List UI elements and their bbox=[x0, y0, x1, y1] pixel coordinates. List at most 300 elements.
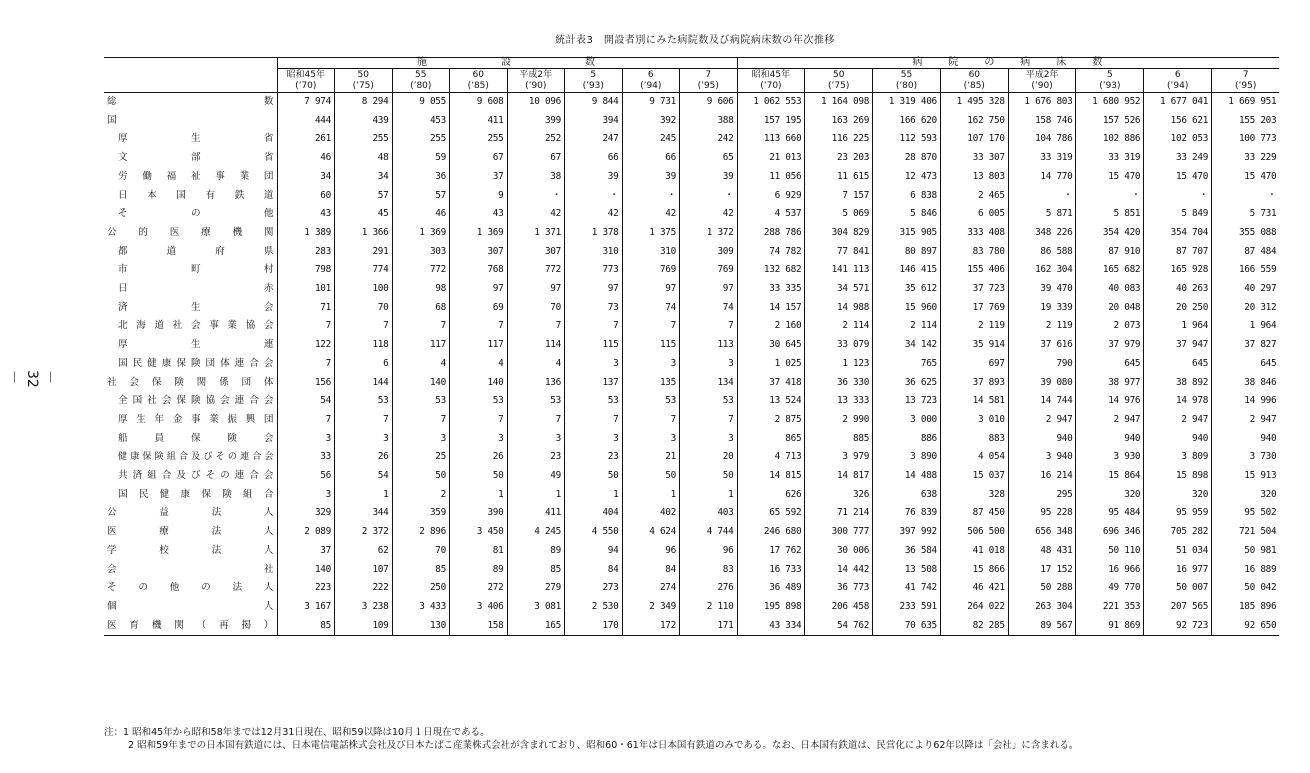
table-cell: 36 489 bbox=[737, 579, 805, 598]
table-cell: 20 048 bbox=[1076, 299, 1144, 318]
row-label: 国民健康保険団体連合会 bbox=[118, 357, 274, 369]
table-cell: 1 bbox=[680, 486, 738, 505]
table-cell: 50 042 bbox=[1212, 579, 1280, 598]
table-cell: 1 123 bbox=[805, 355, 873, 374]
table-cell: 252 bbox=[507, 130, 565, 149]
table-row bbox=[104, 243, 1279, 262]
table-cell: 7 bbox=[622, 317, 680, 336]
table-cell: 34 bbox=[335, 168, 393, 187]
table-cell: 288 786 bbox=[737, 224, 805, 243]
table-cell: 113 bbox=[680, 336, 738, 355]
table-row bbox=[104, 374, 1279, 393]
table-cell: 15 470 bbox=[1212, 168, 1280, 187]
footnote-2: 2 昭和59年までの日本国有鉄道には、日本電信電話株式会社及び日本たばこ産業株式会社が含まれており、昭和60・61年は日本国有鉄道のみである。なお、日本国有鉄道は、民営化により62年以降は「会社」に含まれる。 bbox=[128, 740, 1079, 751]
table-cell: 291 bbox=[335, 243, 393, 262]
table-cell: 1 bbox=[622, 486, 680, 505]
table-cell: 3 bbox=[392, 430, 450, 449]
table-row bbox=[104, 392, 1279, 411]
table-cell: 117 bbox=[450, 336, 508, 355]
table-cell: 315 905 bbox=[873, 224, 941, 243]
table-cell: 7 bbox=[277, 317, 335, 336]
table-cell: 40 083 bbox=[1076, 280, 1144, 299]
table-cell: 7 bbox=[277, 411, 335, 430]
table-cell: 1 964 bbox=[1144, 317, 1212, 336]
row-label: 国 bbox=[107, 114, 117, 126]
row-label: 日 赤 bbox=[118, 283, 274, 295]
table-cell: 50 bbox=[565, 467, 623, 486]
table-cell: 16 214 bbox=[1008, 467, 1076, 486]
table-cell: 89 567 bbox=[1008, 617, 1076, 636]
table-cell: 276 bbox=[680, 579, 738, 598]
table-cell: 272 bbox=[450, 579, 508, 598]
table-cell: 721 504 bbox=[1212, 523, 1280, 542]
table-cell: 23 bbox=[565, 448, 623, 467]
table-cell: 107 170 bbox=[940, 130, 1008, 149]
table-cell: 40 297 bbox=[1212, 280, 1280, 299]
table-cell: 7 bbox=[680, 317, 738, 336]
table-cell: 4 713 bbox=[737, 448, 805, 467]
table-cell: 2 114 bbox=[873, 317, 941, 336]
table-cell: 1 062 553 bbox=[737, 93, 805, 112]
table-cell: 53 bbox=[507, 392, 565, 411]
table-cell: 7 157 bbox=[805, 187, 873, 206]
table-cell: 1 bbox=[507, 486, 565, 505]
row-label: 全国社会保険協会連合会 bbox=[118, 395, 274, 407]
row-label: そ の 他 の 法 人 bbox=[107, 582, 274, 594]
table-cell: 33 319 bbox=[1076, 149, 1144, 168]
table-cell: 87 910 bbox=[1076, 243, 1144, 262]
table-cell: 102 053 bbox=[1144, 130, 1212, 149]
year-header bbox=[1076, 69, 1144, 93]
table-cell: 41 018 bbox=[940, 542, 1008, 561]
table-cell: 885 bbox=[805, 430, 873, 449]
table-cell: 13 524 bbox=[737, 392, 805, 411]
year-label: 5 bbox=[1107, 69, 1113, 80]
table-cell: 1 677 041 bbox=[1144, 93, 1212, 112]
table-cell: 114 bbox=[507, 336, 565, 355]
table-cell: 36 773 bbox=[805, 579, 873, 598]
table-cell: 26 bbox=[335, 448, 393, 467]
table-cell: 113 660 bbox=[737, 130, 805, 149]
table-cell: 940 bbox=[1144, 430, 1212, 449]
year-label: 50 bbox=[357, 69, 369, 80]
table-cell: 76 839 bbox=[873, 504, 941, 523]
table-cell: 53 bbox=[392, 392, 450, 411]
table-cell: ・ bbox=[622, 187, 680, 206]
year-header bbox=[392, 69, 450, 93]
table-cell: 11 615 bbox=[805, 168, 873, 187]
table-cell: 54 bbox=[277, 392, 335, 411]
table-cell: 7 bbox=[392, 317, 450, 336]
table-cell: 39 080 bbox=[1008, 374, 1076, 393]
table-cell: 769 bbox=[680, 261, 738, 280]
table-cell: 165 682 bbox=[1076, 261, 1144, 280]
bed-count-group-header: 病 院 の 病 床 数 bbox=[737, 58, 1279, 69]
table-cell: 89 bbox=[450, 561, 508, 580]
table-cell: 865 bbox=[737, 430, 805, 449]
table-cell: 96 bbox=[622, 542, 680, 561]
table-cell: 100 bbox=[335, 280, 393, 299]
table-cell: 2 160 bbox=[737, 317, 805, 336]
table-cell: 390 bbox=[450, 504, 508, 523]
table-cell: 2 073 bbox=[1076, 317, 1144, 336]
table-cell: 67 bbox=[507, 149, 565, 168]
table-cell: 48 bbox=[335, 149, 393, 168]
table-cell: 40 263 bbox=[1144, 280, 1212, 299]
table-cell: 50 981 bbox=[1212, 542, 1280, 561]
table-cell: 7 bbox=[450, 411, 508, 430]
table-cell: 5 731 bbox=[1212, 205, 1280, 224]
table-cell: 7 bbox=[450, 317, 508, 336]
table-cell: 439 bbox=[335, 112, 393, 131]
table-cell: 71 214 bbox=[805, 504, 873, 523]
table-cell: 697 bbox=[940, 355, 1008, 374]
table-cell: 1 964 bbox=[1212, 317, 1280, 336]
table-cell: 46 bbox=[392, 205, 450, 224]
table-cell: 3 010 bbox=[940, 411, 1008, 430]
table-cell: 2 947 bbox=[1144, 411, 1212, 430]
table-cell: 14 815 bbox=[737, 467, 805, 486]
table-row bbox=[104, 168, 1279, 187]
table-cell: 140 bbox=[277, 561, 335, 580]
year-label-western: (’75) bbox=[828, 80, 850, 91]
table-cell: 1 bbox=[565, 486, 623, 505]
table-cell: 37 616 bbox=[1008, 336, 1076, 355]
table-row bbox=[104, 261, 1279, 280]
table-cell: 295 bbox=[1008, 486, 1076, 505]
table-cell: 1 680 952 bbox=[1076, 93, 1144, 112]
table-cell: 50 bbox=[450, 467, 508, 486]
table-cell: 15 866 bbox=[940, 561, 1008, 580]
row-label: 厚生年金事業振興団 bbox=[118, 413, 274, 425]
table-cell: 20 bbox=[680, 448, 738, 467]
table-cell: 141 113 bbox=[805, 261, 873, 280]
table-cell: 36 330 bbox=[805, 374, 873, 393]
table-cell: 940 bbox=[1212, 430, 1280, 449]
table-cell: 16 733 bbox=[737, 561, 805, 580]
table-cell: 12 473 bbox=[873, 168, 941, 187]
table-cell: 56 bbox=[277, 467, 335, 486]
table-cell: 42 bbox=[507, 205, 565, 224]
row-label: 労働福祉事業団 bbox=[118, 170, 274, 182]
table-cell: 135 bbox=[622, 374, 680, 393]
table-cell: 1 369 bbox=[450, 224, 508, 243]
table-cell: 33 079 bbox=[805, 336, 873, 355]
table-cell: 82 285 bbox=[940, 617, 1008, 636]
row-label: 総 数 bbox=[107, 96, 274, 107]
table-cell: 411 bbox=[507, 504, 565, 523]
row-label: 文 部 省 bbox=[118, 152, 274, 164]
year-label-western: (’94) bbox=[640, 80, 662, 91]
table-cell: 37 979 bbox=[1076, 336, 1144, 355]
table-cell: 354 420 bbox=[1076, 224, 1144, 243]
table-cell: 163 269 bbox=[805, 112, 873, 131]
table-cell: 39 470 bbox=[1008, 280, 1076, 299]
row-label: 厚 生 連 bbox=[118, 339, 274, 351]
table-row bbox=[104, 187, 1279, 206]
table-row bbox=[104, 411, 1279, 430]
table-cell: 87 484 bbox=[1212, 243, 1280, 262]
table-cell: 50 bbox=[622, 467, 680, 486]
table-cell: 136 bbox=[507, 374, 565, 393]
table-cell: 41 742 bbox=[873, 579, 941, 598]
year-label-western: (’70) bbox=[295, 80, 317, 91]
table-cell: 2 119 bbox=[1008, 317, 1076, 336]
table-row bbox=[104, 467, 1279, 486]
table-cell: 87 450 bbox=[940, 504, 1008, 523]
table-cell: 320 bbox=[1076, 486, 1144, 505]
table-cell: 14 996 bbox=[1212, 392, 1280, 411]
table-cell: 233 591 bbox=[873, 598, 941, 617]
table-cell: 140 bbox=[450, 374, 508, 393]
table-cell: 83 bbox=[680, 561, 738, 580]
table-cell: 1 164 098 bbox=[805, 93, 873, 112]
table-cell: 74 bbox=[622, 299, 680, 318]
table-cell: 344 bbox=[335, 504, 393, 523]
table-cell: 14 157 bbox=[737, 299, 805, 318]
table-cell: 34 142 bbox=[873, 336, 941, 355]
table-cell: 28 870 bbox=[873, 149, 941, 168]
year-label-western: (’93) bbox=[1099, 80, 1121, 91]
row-label: 共済組合及びその連合会 bbox=[118, 470, 274, 482]
table-cell: 53 bbox=[680, 392, 738, 411]
table-cell: 77 841 bbox=[805, 243, 873, 262]
year-label-western: (’94) bbox=[1167, 80, 1189, 91]
table-cell: 158 746 bbox=[1008, 112, 1076, 131]
table-cell: 69 bbox=[450, 299, 508, 318]
table-cell: 162 304 bbox=[1008, 261, 1076, 280]
table-cell: 155 203 bbox=[1212, 112, 1280, 131]
table-cell: 3 730 bbox=[1212, 448, 1280, 467]
table-cell: 645 bbox=[1144, 355, 1212, 374]
row-label: 個 人 bbox=[107, 600, 274, 612]
table-cell: 83 780 bbox=[940, 243, 1008, 262]
table-cell: 74 bbox=[680, 299, 738, 318]
table-cell: 95 502 bbox=[1212, 504, 1280, 523]
table-cell: 57 bbox=[335, 187, 393, 206]
year-header bbox=[335, 69, 393, 93]
table-cell: 14 988 bbox=[805, 299, 873, 318]
table-cell: 57 bbox=[392, 187, 450, 206]
year-header bbox=[1144, 69, 1212, 93]
year-label-western: (’85) bbox=[467, 80, 489, 91]
row-label: そ の 他 bbox=[118, 208, 274, 220]
table-cell: 3 bbox=[622, 430, 680, 449]
year-label-western: (’80) bbox=[895, 80, 918, 91]
label-column-header bbox=[104, 58, 277, 93]
table-cell: 207 565 bbox=[1144, 598, 1212, 617]
row-label: 公 益 法 人 bbox=[107, 507, 274, 519]
table-cell: 2 465 bbox=[940, 187, 1008, 206]
year-label: 55 bbox=[900, 69, 913, 80]
table-cell: 206 458 bbox=[805, 598, 873, 617]
table-cell: 4 054 bbox=[940, 448, 1008, 467]
table-row bbox=[104, 336, 1279, 355]
table-cell: 81 bbox=[450, 542, 508, 561]
table-cell: 645 bbox=[1076, 355, 1144, 374]
table-cell: 49 bbox=[507, 467, 565, 486]
year-header bbox=[737, 69, 805, 93]
table-cell: 7 bbox=[565, 411, 623, 430]
year-label-western: (’95) bbox=[1235, 80, 1257, 91]
table-cell: 2 372 bbox=[335, 523, 393, 542]
table-cell: 2 875 bbox=[737, 411, 805, 430]
table-cell: 74 782 bbox=[737, 243, 805, 262]
table-cell: 3 890 bbox=[873, 448, 941, 467]
table-cell: 329 bbox=[277, 504, 335, 523]
table-cell: 2 947 bbox=[1212, 411, 1280, 430]
table-cell: 17 152 bbox=[1008, 561, 1076, 580]
table-cell: 9 844 bbox=[565, 93, 623, 112]
table-cell: 97 bbox=[450, 280, 508, 299]
year-label: 50 bbox=[832, 69, 845, 80]
year-label: 平成2年 bbox=[519, 69, 553, 80]
table-cell: 92 723 bbox=[1144, 617, 1212, 636]
table-cell: 95 959 bbox=[1144, 504, 1212, 523]
table-cell: 388 bbox=[680, 112, 738, 131]
year-header bbox=[450, 69, 508, 93]
table-cell: 1 372 bbox=[680, 224, 738, 243]
table-cell: 14 744 bbox=[1008, 392, 1076, 411]
table-cell: 51 034 bbox=[1144, 542, 1212, 561]
table-cell: 940 bbox=[1008, 430, 1076, 449]
table-cell: 14 770 bbox=[1008, 168, 1076, 187]
table-cell: 33 249 bbox=[1144, 149, 1212, 168]
table-cell: 45 bbox=[335, 205, 393, 224]
table-cell: 940 bbox=[1076, 430, 1144, 449]
table-cell: 117 bbox=[392, 336, 450, 355]
table-cell: 15 037 bbox=[940, 467, 1008, 486]
table-cell: 3 930 bbox=[1076, 448, 1144, 467]
table-cell: 85 bbox=[277, 617, 335, 636]
table-cell: 1 676 803 bbox=[1008, 93, 1076, 112]
table-cell: 33 229 bbox=[1212, 149, 1280, 168]
table-cell: 255 bbox=[392, 130, 450, 149]
row-label: 済 生 会 bbox=[118, 301, 274, 313]
table-cell: ・ bbox=[507, 187, 565, 206]
year-label: 55 bbox=[415, 69, 427, 80]
table-cell: 48 431 bbox=[1008, 542, 1076, 561]
table-cell: 403 bbox=[680, 504, 738, 523]
table-cell: 156 621 bbox=[1144, 112, 1212, 131]
row-label: 船 員 保 険 会 bbox=[118, 432, 274, 444]
year-header bbox=[1008, 69, 1076, 93]
table-cell: 392 bbox=[622, 112, 680, 131]
table-cell: 14 817 bbox=[805, 467, 873, 486]
year-label: 60 bbox=[968, 69, 981, 80]
table-cell: 68 bbox=[392, 299, 450, 318]
table-cell: 97 bbox=[622, 280, 680, 299]
table-cell: 6 838 bbox=[873, 187, 941, 206]
table-cell: 95 228 bbox=[1008, 504, 1076, 523]
table-row bbox=[104, 430, 1279, 449]
table-row bbox=[104, 542, 1279, 561]
year-header bbox=[622, 69, 680, 93]
table-cell: 246 680 bbox=[737, 523, 805, 542]
year-label-western: (’85) bbox=[963, 80, 985, 91]
table-cell: 156 bbox=[277, 374, 335, 393]
table-cell: 2 119 bbox=[940, 317, 1008, 336]
table-cell: ・ bbox=[565, 187, 623, 206]
header-year-row bbox=[104, 69, 1279, 93]
row-label: 日本国有鉄道 bbox=[118, 189, 274, 201]
table-cell: 62 bbox=[335, 542, 393, 561]
table-row bbox=[104, 504, 1279, 523]
table-cell: 2 896 bbox=[392, 523, 450, 542]
table-body bbox=[104, 93, 1279, 636]
year-label-western: (’95) bbox=[697, 80, 719, 91]
year-header bbox=[565, 69, 623, 93]
table-cell: 798 bbox=[277, 261, 335, 280]
table-cell: 404 bbox=[565, 504, 623, 523]
table-cell: 279 bbox=[507, 579, 565, 598]
table-cell: 42 bbox=[622, 205, 680, 224]
table-cell: 4 bbox=[392, 355, 450, 374]
table-cell: 50 288 bbox=[1008, 579, 1076, 598]
table-cell: 39 bbox=[565, 168, 623, 187]
table-cell: 273 bbox=[565, 579, 623, 598]
table-cell: ・ bbox=[1076, 187, 1144, 206]
year-header bbox=[940, 69, 1008, 93]
table-cell: 1 bbox=[335, 486, 393, 505]
table-cell: 6 bbox=[335, 355, 393, 374]
table-row bbox=[104, 299, 1279, 318]
table-cell: 2 530 bbox=[565, 598, 623, 617]
table-cell: 886 bbox=[873, 430, 941, 449]
table-cell: 43 bbox=[450, 205, 508, 224]
table-row bbox=[104, 280, 1279, 299]
table-cell: 638 bbox=[873, 486, 941, 505]
table-cell: 4 245 bbox=[507, 523, 565, 542]
table-cell: 9 606 bbox=[680, 93, 738, 112]
table-cell: 94 bbox=[565, 542, 623, 561]
table-cell: 247 bbox=[565, 130, 623, 149]
table-cell: 15 470 bbox=[1076, 168, 1144, 187]
year-label-western: (’90) bbox=[525, 80, 547, 91]
table-cell: 96 bbox=[680, 542, 738, 561]
table-cell: 53 bbox=[622, 392, 680, 411]
row-label: 健康保険組合及びその連合会 bbox=[118, 452, 274, 463]
table-cell: 3 238 bbox=[335, 598, 393, 617]
table-cell: 16 889 bbox=[1212, 561, 1280, 580]
table-cell: 97 bbox=[507, 280, 565, 299]
table-cell: 36 625 bbox=[873, 374, 941, 393]
table-cell: 4 744 bbox=[680, 523, 738, 542]
page-number: － 32 － bbox=[5, 370, 57, 388]
table-cell: 50 110 bbox=[1076, 542, 1144, 561]
table-cell: 242 bbox=[680, 130, 738, 149]
table-cell: 2 110 bbox=[680, 598, 738, 617]
table-cell: 102 886 bbox=[1076, 130, 1144, 149]
table-cell: 26 bbox=[450, 448, 508, 467]
table-cell: 3 bbox=[680, 355, 738, 374]
table-cell: 97 bbox=[565, 280, 623, 299]
table-cell: 23 bbox=[507, 448, 565, 467]
table-cell: 2 349 bbox=[622, 598, 680, 617]
table-cell: 1 378 bbox=[565, 224, 623, 243]
year-label-western: (’75) bbox=[352, 80, 374, 91]
table-row bbox=[104, 486, 1279, 505]
table-cell: 626 bbox=[737, 486, 805, 505]
table-cell: 453 bbox=[392, 112, 450, 131]
table-cell: 33 bbox=[277, 448, 335, 467]
table-cell: 300 777 bbox=[805, 523, 873, 542]
table-cell: 5 851 bbox=[1076, 205, 1144, 224]
table-cell: 172 bbox=[622, 617, 680, 636]
table-cell: 7 bbox=[680, 411, 738, 430]
table-cell: 261 bbox=[277, 130, 335, 149]
table-cell: 3 bbox=[507, 430, 565, 449]
